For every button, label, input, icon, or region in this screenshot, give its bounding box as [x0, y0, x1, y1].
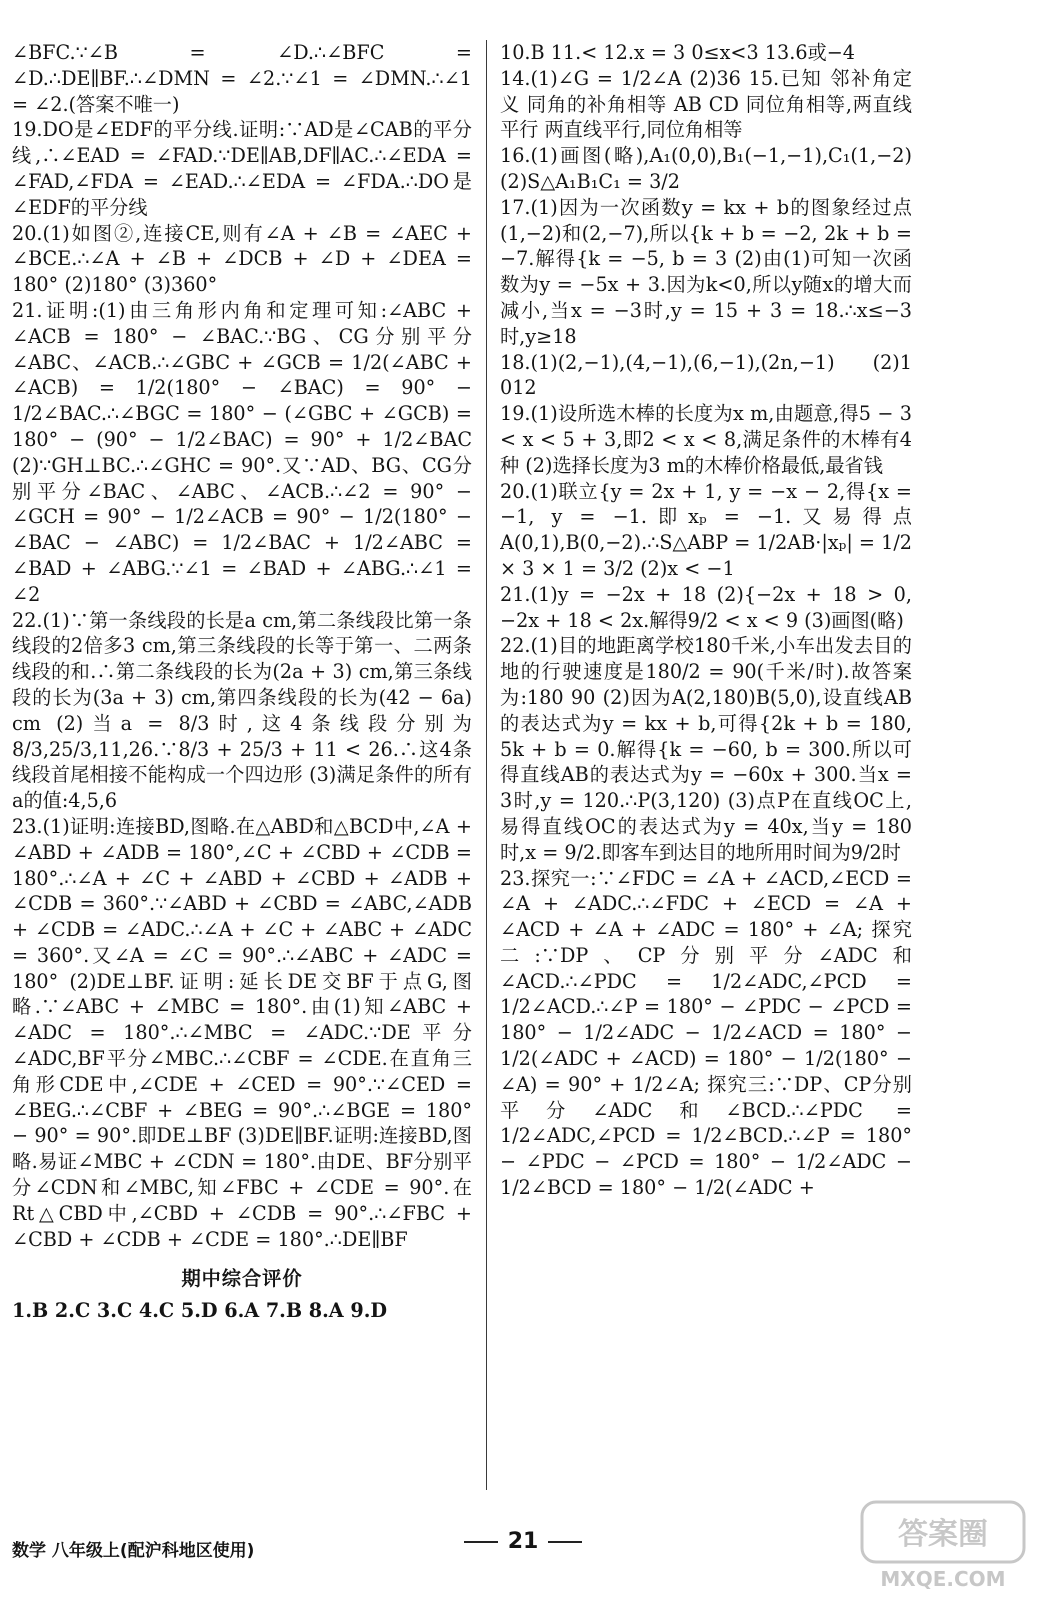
answer-paragraph: 17.(1)因为一次函数y = kx + b的图象经过点(1,−2)和(2,−7),所以{k + b = −2, 2k + b = −7.解得{k = −5, b = 3 (2)由(1)可知一次函数为y = −5x + 3.因为k<0,所以y随x的增大而减小,当x = −3时,y = 15 + 3 = 18.∴x≤−3时,y≥18	[500, 195, 912, 348]
answer-paragraph: 16.(1)画图(略),A₁(0,0),B₁(−1,−1),C₁(1,−2) (2)S△A₁B₁C₁ = 3/2	[500, 144, 912, 193]
footer-label: 数学 八年级上(配沪科地区使用)	[12, 1541, 255, 1561]
dash-right	[548, 1541, 582, 1543]
answer-paragraph: 23.探究一:∵∠FDC = ∠A + ∠ACD,∠ECD = ∠A + ∠ADC.∴∠FDC + ∠ECD = ∠A + ∠ACD + ∠A + ∠ADC = 180° + ∠A; 探究二:∵DP、CP分别平分∠ADC和∠ACD.∴∠PDC = 1/2∠ADC,∠PCD = 1/2∠ACD.∴∠P = 180° − ∠PDC − ∠PCD = 180° − 1/2∠ADC − 1/2∠ACD = 180° − 1/2(∠ADC + ∠ACD) = 180° − 1/2(180° − ∠A) = 90° + 1/2∠A; 探究三:∵DP、CP分别平分∠ADC和∠BCD.∴∠PDC = 1/2∠ADC,∠PCD = 1/2∠BCD.∴∠P = 180° − ∠PDC − ∠PCD = 180° − 1/2∠ADC − 1/2∠BCD = 180° − 1/2(∠ADC +	[500, 866, 912, 1200]
answer-paragraph: 19.(1)设所选木棒的长度为x m,由题意,得5 − 3 < x < 5 + 3,即2 < x < 8,满足条件的木棒有4种 (2)选择长度为3 m的木棒价格最低,最省钱	[500, 402, 912, 477]
answer-paragraph: 20.(1)联立{y = 2x + 1, y = −x − 2,得{x = −1, y = −1.即xₚ = −1.又易得点A(0,1),B(0,−2).∴S△ABP = 1/2AB·|xₚ| = 1/2 × 3 × 1 = 3/2 (2)x < −1	[500, 479, 912, 580]
watermark-text: 答案圈	[898, 1517, 988, 1552]
answer-paragraph: 14.(1)∠G = 1/2∠A (2)36 15.已知 邻补角定义 同角的补角相等 AB CD 同位角相等,两直线平行 两直线平行,同位角相等	[500, 66, 912, 142]
column-divider	[486, 40, 487, 1490]
answer-paragraph: 18.(1)(2,−1),(4,−1),(6,−1),(2n,−1) (2)1 012	[500, 350, 912, 400]
answer-paragraph: 21.(1)y = −2x + 18 (2){−2x + 18 > 0, −2x + 18 < 2x.解得9/2 < x < 9 (3)画图(略)	[500, 582, 912, 632]
answer-paragraph: 22.(1)∵第一条线段的长是a cm,第二条线段比第一条线段的2倍多3 cm,第三条线段的长等于第一、二两条线段的和.∴第二条线段的长为(2a + 3) cm,第三条线段的长为(3a + 3) cm,第四条线段的长为(42 − 6a) cm (2)当a = 8/3时,这4条线段分别为8/3,25/3,11,26.∵8/3 + 25/3 + 11 < 26.∴这4条线段首尾相接不能构成一个四边形 (3)满足条件的所有a的值:4,5,6	[12, 608, 472, 813]
watermark-logo	[858, 1498, 1028, 1594]
watermark-url: MXQE.COM	[880, 1567, 1006, 1591]
answer-paragraph: 10.B 11.< 12.x = 3 0≤x<3 13.6或−4	[500, 41, 856, 64]
answer-paragraph: 19.DO是∠EDF的平分线.证明:∵AD是∠CAB的平分线,∴∠EAD = ∠FAD.∵DE∥AB,DF∥AC.∴∠EDA = ∠FAD,∠FDA = ∠EAD.∴∠EDA = ∠FDA.∴DO是∠EDF的平分线	[12, 118, 472, 219]
answer-paragraph: 23.(1)证明:连接BD,图略.在△ABD和△BCD中,∠A + ∠ABD + ∠ADB = 180°,∠C + ∠CBD + ∠CDB = 180°.∴∠A + ∠C + ∠ABD + ∠CBD + ∠ADB + ∠CDB = 360°.∵∠ABD + ∠CBD = ∠ABC,∠ADB + ∠CDB = ∠ADC.∴∠A + ∠C + ∠ABC + ∠ADC = 360°.又∠A = ∠C = 90°.∴∠ABC + ∠ADC = 180° (2)DE⊥BF.证明:延长DE交BF于点G,图略.∵∠ABC + ∠MBC = 180°.由(1)知∠ABC + ∠ADC = 180°.∴∠MBC = ∠ADC.∵DE平分∠ADC,BF平分∠MBC.∴∠CBF = ∠CDE.在直角三角形CDE中,∠CDE + ∠CED = 90°.∵∠CED = ∠BEG.∴∠CBF + ∠BEG = 90°.∴∠BGE = 180° − 90° = 90°.即DE⊥BF (3)DE∥BF.证明:连接BD,图略.易证∠MBC + ∠CDN = 180°.由DE、BF分别平分∠CDN和∠MBC,知∠FBC + ∠CDE = 90°.在Rt△CBD中,∠CBD + ∠CDB = 90°.∴∠FBC + ∠CBD + ∠CDB + ∠CDE = 180°.∴DE∥BF	[12, 814, 472, 1251]
section-title: 期中综合评价	[181, 1267, 303, 1291]
page-number: 21	[507, 1529, 539, 1554]
answer-paragraph: 20.(1)如图②,连接CE,则有∠A + ∠B = ∠AEC + ∠BCE.∴∠A + ∠B + ∠DCB + ∠D + ∠DEA = 180° (2)180° (3)360°	[12, 221, 472, 297]
answer-paragraph: ∠BFC.∵∠B = ∠D.∴∠BFC = ∠D.∴DE∥BF.∴∠DMN = ∠2.∵∠1 = ∠DMN.∴∠1 = ∠2.(答案不唯一)	[12, 41, 472, 116]
left-column	[12, 40, 472, 1500]
dash-left	[464, 1541, 498, 1543]
answer-paragraph: 21.证明:(1)由三角形内角和定理可知:∠ABC + ∠ACB = 180° − ∠BAC.∵BG、CG分别平分∠ABC、∠ACB.∴∠GBC + ∠GCB = 1/2(∠ABC + ∠ACB) = 1/2(180° − ∠BAC) = 90° − 1/2∠BAC.∴∠BGC = 180° − (∠GBC + ∠GCB) = 180° − (90° − 1/2∠BAC) = 90° + 1/2∠BAC (2)∵GH⊥BC.∴∠GHC = 90°.又∵AD、BG、CG分别平分∠BAC、∠ABC、∠ACB.∴∠2 = 90° − ∠GCH = 90° − 1/2∠ACB = 90° − 1/2(180° − ∠BAC − ∠ABC) = 1/2∠BAC + 1/2∠ABC = ∠BAD + ∠ABG.∵∠1 = ∠BAD + ∠ABG.∴∠1 = ∠2	[12, 298, 472, 606]
choice-answers-line: 1.B 2.C 3.C 4.C 5.D 6.A 7.B 8.A 9.D	[12, 1299, 388, 1323]
answer-paragraph: 22.(1)目的地距离学校180千米,小车出发去目的地的行驶速度是180/2 = 90(千米/时).故答案为:180 90 (2)因为A(2,180)B(5,0),设直线AB的表达式为y = kx + b,可得{2k + b = 180, 5k + b = 0.解得{k = −60, b = 300.所以可得直线AB的表达式为y = −60x + 300.当x = 3时,y = 120.∴P(3,120) (3)点P在直线OC上,易得直线OC的表达式为y = 40x,当y = 180时,x = 9/2.即客车到达目的地所用时间为9/2时	[500, 634, 912, 864]
right-column	[500, 40, 912, 1500]
